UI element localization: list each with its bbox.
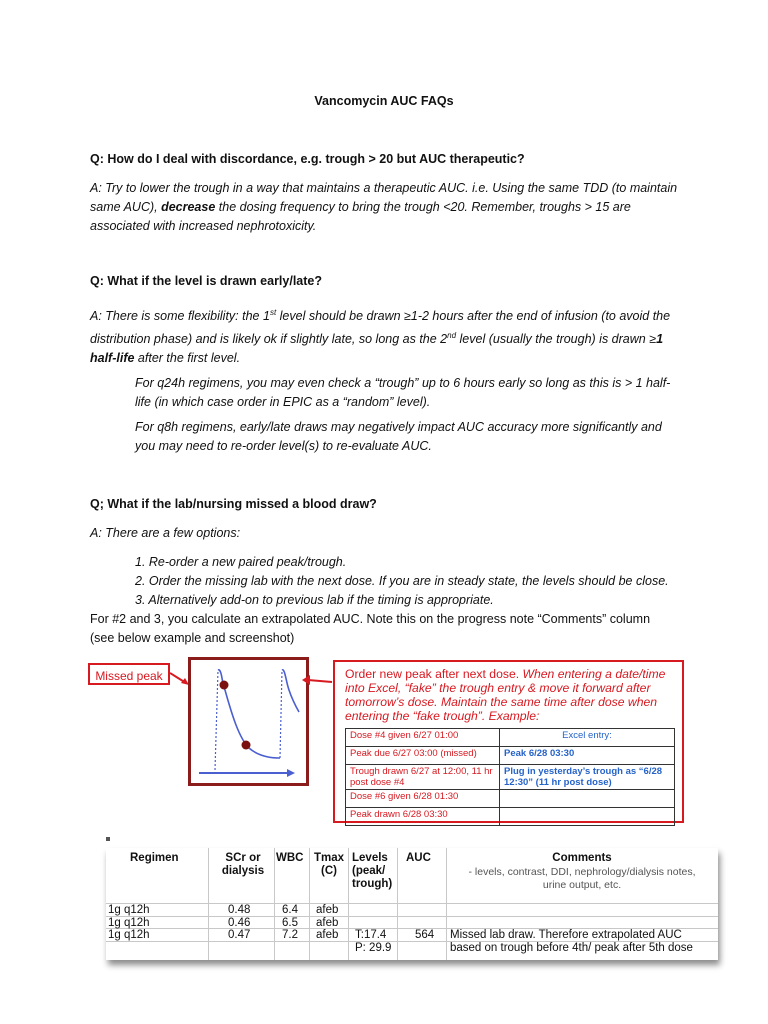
order-new-peak-callout [333,660,684,823]
grid-line [446,848,447,960]
faq3-option-2: 2. Order the missing lab with the next dose. If you are in steady state, the levels should be close. [135,574,669,588]
order-box-arrow [296,670,334,690]
example-left-cell: Dose #4 given 6/27 01:00 [346,729,500,747]
grid-line [309,848,310,960]
faq2-answer-text-2: level should be drawn ≥1-2 hours after the end of infusion (to avoid the distribution phase) and is likely ok if slightly late, so long as the 2 [90,309,671,347]
order-instructions-italic: When entering a date/time into Excel, “fake” the trough entry & move it forward after tomorrow’s dose. Maintain the same time after dose when entering the “fake trough”. Example: [345,667,666,723]
table-row [346,747,675,765]
cell-comments: Missed lab draw. Therefore extrapolated AUC based on trough before 4th/ peak after 5th dose [450,929,693,954]
faq1-answer-text: A: Try to lower the trough in a way that maintains a therapeutic AUC. i.e. Using the same TDD (to maintain same AUC), [90,181,678,214]
header-levels: Levels (peak/ trough) [352,852,393,890]
table-row [346,729,675,747]
table-row [346,790,675,808]
faq3-option-3: 3. Alternatively add-on to previous lab if the timing is appropriate. [135,593,494,607]
dose2-infusion-line [280,670,282,758]
faq2-note-q8h: For q8h regimens, early/late draws may negatively impact AUC accuracy more significantly and you may need to re-order level(s) to re-evaluate AUC. [135,420,662,453]
header-comments-sub: - levels, contrast, DDI, nephrology/dialysis notes, urine output, etc. [468,866,696,891]
faq1-answer-bold: decrease [161,200,216,214]
faq2-question: Q: What if the level is drawn early/late? [90,274,323,288]
cell-tmax: afeb [316,917,339,929]
cell-auc: 564 [415,929,435,941]
faq3-question: Q; What if the lab/nursing missed a blood draw? [90,497,377,511]
table-row [346,765,675,790]
cell-regimen: 1g q12h [108,904,150,916]
page-title: Vancomycin AUC FAQs [314,94,454,108]
grid-line [106,903,718,904]
example-left-cell: Peak due 6/27 03:00 (missed) [346,747,500,765]
faq3-option-1: 1. Re-order a new paired peak/trough. [135,555,347,569]
example-right-cell: Peak 6/28 03:30 [500,747,675,765]
cell-tmax: afeb [316,904,339,916]
example-right-cell: Plug in yesterday’s trough as “6/28 12:30” (11 hr post dose) [500,765,675,790]
cell-scr: 0.47 [228,929,251,941]
missed-peak-label: Missed peak [88,663,170,685]
dose-example-table [345,728,675,826]
header-scr: SCr or dialysis [221,852,265,877]
faq1-answer [90,179,690,236]
time-axis-arrowhead [287,769,295,777]
faq3-followup [90,610,690,648]
grid-line [106,916,718,917]
faq2-sup-2: nd [447,331,457,341]
progress-note-screenshot [106,848,718,960]
faq1-question: Q: How do I deal with discordance, e.g. trough > 20 but AUC therapeutic? [90,152,525,166]
faq2-answer-text-3: level (usually the trough) is drawn ≥ [456,332,657,347]
faq2-note-q24h: For q24h regimens, you may even check a “trough” up to 6 hours early so long as this is > 1 half-life (in which case order in EPIC as a “random” level). [135,376,671,409]
cell-wbc: 6.4 [282,904,298,916]
dose1-infusion-line [215,670,218,770]
header-auc: AUC [406,852,431,864]
faq2-sup-1: st [269,308,277,317]
faq3-followup-line1: For #2 and 3, you calculate an extrapolated AUC. Note this on the progress note “Comments” column [90,612,651,626]
faq1-answer-text-2: the dosing frequency to bring the trough <20. Remember, troughs > 15 are associated with increased nephrotoxicity. [90,200,631,233]
grid-line [348,848,349,960]
cell-wbc: 7.2 [282,929,298,941]
example-left-cell: Dose #6 given 6/28 01:30 [346,790,500,808]
corner-mark [106,837,110,841]
example-right-cell [500,808,675,826]
cell-regimen: 1g q12h [108,929,150,941]
example-right-cell: Excel entry: [500,729,675,747]
faq2-answer-bold: 1 half-life [90,332,664,366]
grid-line [274,848,275,960]
header-wbc: WBC [276,852,304,864]
grid-line [208,848,209,960]
faq3-answer: A: There are a few options: [90,526,241,540]
grid-line [397,848,398,960]
order-instructions-plain: Order new peak after next dose. [345,667,523,681]
cell-scr: 0.46 [228,917,251,929]
faq2-answer-text: A: There is some flexibility: the 1 [90,309,270,324]
level-curve-graph [188,657,309,786]
concentration-curve-svg [191,660,306,783]
cell-levels: T:17.4 P: 29.9 [355,929,392,954]
faq3-followup-line2: (see below example and screenshot) [90,631,295,645]
example-right-cell [500,790,675,808]
cell-wbc: 6.5 [282,917,298,929]
missed-peak-arrow [170,660,190,690]
header-regimen: Regimen [130,852,179,864]
order-instructions [345,667,675,723]
cell-regimen: 1g q12h [108,917,150,929]
header-tmax: Tmax (C) [313,852,345,877]
cell-scr: 0.48 [228,904,251,916]
cell-tmax: afeb [316,929,339,941]
missed-peak-point [220,681,229,690]
faq2-answer [90,303,686,368]
table-row [346,808,675,826]
trough-point [242,741,251,750]
header-comments: Comments [552,852,612,864]
faq2-answer-text-4: after the first level. [134,351,241,366]
example-left-cell: Peak drawn 6/28 03:30 [346,808,500,826]
example-left-cell: Trough drawn 6/27 at 12:00, 11 hr post dose #4 [346,765,500,790]
